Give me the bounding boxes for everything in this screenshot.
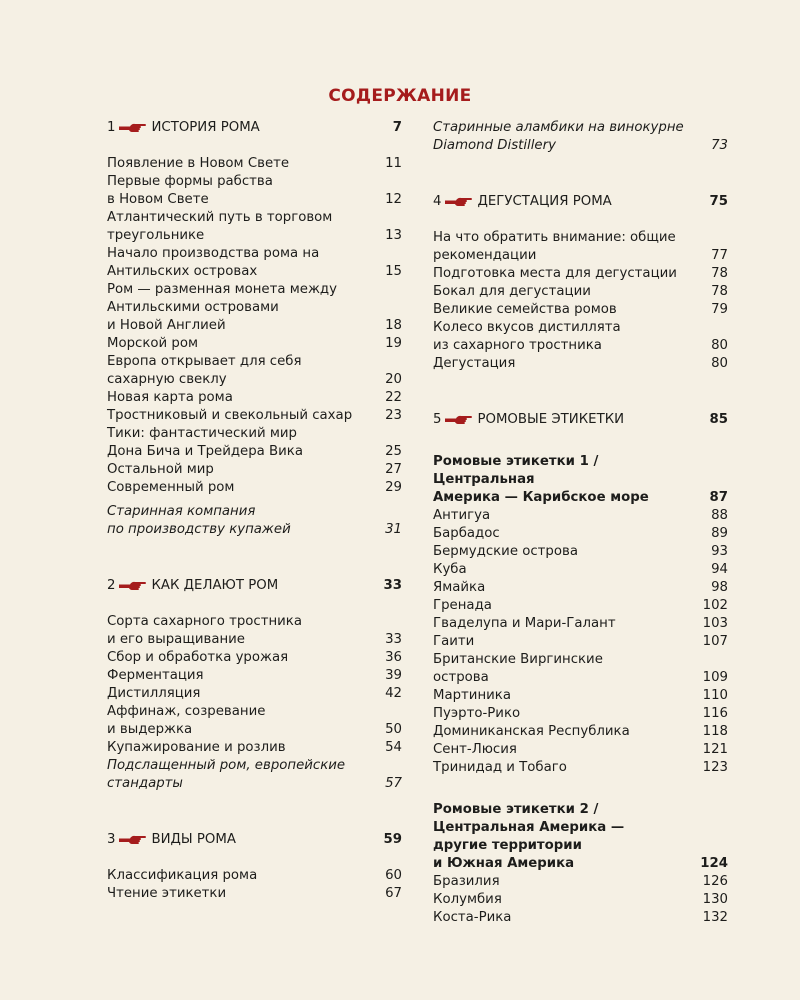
entry-line: Бразилия [433,874,500,889]
entry-line: Британские Виргинские [433,652,603,667]
entry-line: Сент-Люсия [433,742,517,757]
entry-line: из сахарного тростника [433,338,602,353]
toc-entry[interactable] [433,741,728,759]
entry-page: 11 [385,156,402,171]
entry-title [107,281,385,335]
entry-line: Европа открывает для себя [107,354,302,369]
pointing-hand-icon [119,580,147,592]
entry-title [433,633,703,651]
entry-page: 31 [385,522,402,537]
entry-title [107,389,385,407]
chapter-title: КАК ДЕЛАЮТ РОМ [151,578,279,593]
entry-line: и выдержка [107,722,193,737]
chapter-title: РОМОВЫЕ ЭТИКЕТКИ [477,412,625,427]
entry-title [433,301,711,319]
entry-title [107,353,385,389]
entry-title [433,615,703,633]
entry-title [107,613,385,649]
entry-title [107,739,385,757]
toc-entry[interactable] [433,687,728,705]
entry-line: Морской ром [107,336,199,351]
entry-page: 78 [711,284,728,299]
entry-line: Новая карта рома [107,390,233,405]
entry-line: рекомендации [433,248,537,263]
entry-page: 87 [709,490,728,505]
entry-page: 77 [711,248,728,263]
entry-line: Сбор и обработка урожая [107,650,289,665]
entry-page: 29 [385,480,402,495]
entry-title [107,885,385,903]
entry-line: Аффинаж, созревание [107,704,266,719]
pointing-hand-icon [119,834,147,846]
toc-entry[interactable] [107,407,402,425]
toc-entry[interactable] [107,867,402,885]
toc-entry[interactable] [107,281,402,335]
toc-entry[interactable] [433,705,728,723]
toc-entry[interactable] [433,759,728,777]
chapter-heading[interactable] [433,411,728,429]
entry-title [107,685,385,703]
entry-line: Старинная компания [107,504,256,519]
toc-entry[interactable] [433,909,728,927]
entry-page: 123 [702,760,728,775]
entry-page: 19 [385,336,402,351]
entry-line: Первые формы рабства [107,174,273,189]
entry-page: 124 [700,856,728,871]
entry-line: Ямайка [433,580,486,595]
entry-page: 89 [711,526,728,541]
toc-entry[interactable] [107,245,402,281]
entry-line: Старинные аламбики на винокурне [433,120,684,135]
entry-title [107,649,385,667]
entry-title [433,525,711,543]
entry-line: Подготовка места для дегустации [433,266,677,281]
entry-page: 121 [702,742,728,757]
toc-entry[interactable] [107,461,402,479]
entry-title [107,245,385,281]
entry-title [433,741,703,759]
chapter-heading[interactable] [107,577,402,595]
entry-line: и его выращивание [107,632,245,647]
entry-page: 60 [385,868,402,883]
entry-line: Ферментация [107,668,204,683]
entry-line: Центральная Америка — [433,820,625,835]
entry-line: Diamond Distillery [433,138,556,153]
toc-entry[interactable] [433,283,728,301]
entry-line: Дона Бича и Трейдера Вика [107,444,303,459]
entry-title [433,891,703,909]
entry-title [433,759,703,777]
entry-page: 67 [385,886,402,901]
entry-line: Остальной мир [107,462,214,477]
entry-page: 25 [385,444,402,459]
entry-line: Антигуа [433,508,491,523]
entry-title [433,687,703,705]
entry-title [433,265,711,283]
entry-line: сахарную свеклу [107,372,227,387]
pointing-hand-icon [445,196,473,208]
entry-page: 57 [385,776,402,791]
entry-page: 88 [711,508,728,523]
entry-page: 118 [702,724,728,739]
chapter-heading[interactable] [107,119,402,137]
entry-title [433,597,703,615]
entry-page: 73 [711,138,728,153]
toc-entry[interactable] [433,319,728,355]
entry-title [107,425,385,461]
toc-entry[interactable] [433,507,728,525]
toc-entry[interactable] [107,703,402,739]
toc-entry[interactable] [433,229,728,265]
entry-line: другие территории [433,838,582,853]
chapter-heading[interactable] [107,831,402,849]
toc-entry[interactable] [433,543,728,561]
entry-title [107,757,385,793]
toc-entry[interactable] [107,613,402,649]
entry-line: Гренада [433,598,492,613]
entry-line: Америка — Карибское море [433,490,649,505]
entry-page: 110 [702,688,728,703]
chapter-page: 59 [383,832,402,847]
toc-entry[interactable] [107,425,402,461]
entry-title [433,723,703,741]
entry-line: Коста-Рика [433,910,512,925]
toc-entry[interactable] [107,155,402,173]
chapter-page: 75 [709,194,728,209]
entry-line: Колумбия [433,892,502,907]
entry-line: по производству купажей [107,522,291,537]
entry-line: Барбадос [433,526,500,541]
entry-page: 80 [711,356,728,371]
entry-page: 132 [702,910,728,925]
entry-page: 36 [385,650,402,665]
toc-entry[interactable] [107,209,402,245]
entry-title [107,667,385,685]
entry-title [107,407,385,425]
entry-page: 94 [711,562,728,577]
entry-page: 126 [702,874,728,889]
entry-line: Дистилляция [107,686,201,701]
entry-line: Купажирование и розлив [107,740,286,755]
entry-page: 109 [702,670,728,685]
entry-line: Появление в Новом Свете [107,156,290,171]
entry-line: Атлантический путь в торговом [107,210,333,225]
toc-entry[interactable] [433,597,728,615]
entry-page: 130 [702,892,728,907]
entry-page: 54 [385,740,402,755]
entry-title [107,479,385,497]
entry-page: 93 [711,544,728,559]
toc-entry[interactable] [433,265,728,283]
entry-page: 18 [385,318,402,333]
entry-title [433,705,703,723]
toc-entry[interactable] [107,503,402,539]
entry-title [107,173,385,209]
chapter-title: ИСТОРИЯ РОМА [151,120,260,135]
pointing-hand-icon [119,122,147,134]
entry-line: Антильских островах [107,264,258,279]
entry-page: 23 [385,408,402,423]
toc-entry[interactable] [433,891,728,909]
entry-page: 39 [385,668,402,683]
entry-title [433,119,711,155]
entry-page: 33 [385,632,402,647]
toc-entry[interactable] [107,739,402,757]
entry-line: Начало производства рома на [107,246,320,261]
entry-line: Классификация рома [107,868,258,883]
entry-line: Антильскими островами [107,300,279,315]
entry-title [433,801,700,873]
chapter-number: 3 [107,832,116,847]
entry-title [107,209,385,245]
entry-title [433,579,711,597]
chapter-page: 85 [709,412,728,427]
entry-title [107,155,385,173]
entry-line: Чтение этикетки [107,886,227,901]
entry-line: Тростниковый и свекольный сахар [107,408,353,423]
toc-entry[interactable] [107,649,402,667]
page-title: СОДЕРЖАНИЕ [328,86,472,106]
chapter-page: 33 [383,578,402,593]
chapter-number: 1 [107,120,116,135]
entry-line: Сорта сахарного тростника [107,614,302,629]
entry-line: треугольнике [107,228,205,243]
entry-page: 78 [711,266,728,281]
toc-entry[interactable] [433,561,728,579]
entry-title [433,319,711,355]
entry-page: 13 [385,228,402,243]
chapter-page: 7 [392,120,402,135]
entry-line: Ромовые этикетки 2 / [433,802,599,817]
toc-entry[interactable] [433,633,728,651]
toc-entry[interactable] [107,667,402,685]
entry-line: острова [433,670,489,685]
chapter-number: 5 [433,412,442,427]
entry-title [107,503,385,539]
entry-title [433,543,711,561]
chapter-number: 4 [433,194,442,209]
entry-page: 79 [711,302,728,317]
entry-line: Доминиканская Республика [433,724,630,739]
toc-entry[interactable] [433,615,728,633]
entry-line: и Новой Англией [107,318,226,333]
toc-entry[interactable] [107,757,402,793]
entry-line: Мартиника [433,688,511,703]
entry-title [433,561,711,579]
toc-entry[interactable] [107,479,402,497]
entry-line: Современный ром [107,480,235,495]
chapter-title: ВИДЫ РОМА [151,832,236,847]
entry-page: 15 [385,264,402,279]
toc-column-left [107,119,402,903]
toc-entry[interactable] [433,525,728,543]
entry-line: На что обратить внимание: общие [433,230,676,245]
toc-entry[interactable] [433,873,728,891]
entry-title [433,355,711,373]
entry-page: 50 [385,722,402,737]
entry-title [107,335,385,353]
toc-entry[interactable] [107,389,402,407]
entry-line: Великие семейства ромов [433,302,617,317]
entry-title [433,909,703,927]
toc-entry[interactable] [433,651,728,687]
entry-line: Тики: фантастический мир [107,426,297,441]
entry-title [107,461,385,479]
entry-title [433,651,703,687]
entry-page: 80 [711,338,728,353]
entry-line: Тринидад и Тобаго [433,760,567,775]
entry-title [433,873,703,891]
entry-title [433,453,709,507]
toc-entry[interactable] [433,119,728,155]
entry-line: Ромовые этикетки 1 / Центральная [433,454,599,487]
entry-line: Куба [433,562,467,577]
entry-page: 116 [702,706,728,721]
chapter-title: ДЕГУСТАЦИЯ РОМА [477,194,612,209]
entry-line: в Новом Свете [107,192,209,207]
toc-entry[interactable] [433,453,728,507]
entry-line: Гваделупа и Мари-Галант [433,616,616,631]
toc-entry[interactable] [433,355,728,373]
pointing-hand-icon [445,414,473,426]
toc-entry[interactable] [107,173,402,209]
toc-entry[interactable] [107,685,402,703]
entry-title [107,867,385,885]
toc-entry[interactable] [107,885,402,903]
toc-entry[interactable] [433,301,728,319]
toc-column-right [433,119,728,927]
entry-page: 27 [385,462,402,477]
entry-title [433,229,711,265]
entry-line: Гаити [433,634,475,649]
entry-page: 98 [711,580,728,595]
entry-page: 107 [702,634,728,649]
toc-entry[interactable] [433,723,728,741]
entry-line: Ром — разменная монета между [107,282,337,297]
entry-line: стандарты [107,776,183,791]
entry-page: 102 [702,598,728,613]
toc-entry[interactable] [433,801,728,873]
toc-entry[interactable] [433,579,728,597]
entry-line: Дегустация [433,356,516,371]
entry-page: 20 [385,372,402,387]
entry-title [433,507,711,525]
entry-line: Подслащенный ром, европейские [107,758,346,773]
entry-page: 22 [385,390,402,405]
entry-page: 42 [385,686,402,701]
entry-page: 12 [385,192,402,207]
entry-page: 103 [702,616,728,631]
toc-entry[interactable] [107,335,402,353]
toc-entry[interactable] [107,353,402,389]
chapter-number: 2 [107,578,116,593]
entry-line: и Южная Америка [433,856,575,871]
entry-line: Бокал для дегустации [433,284,591,299]
entry-line: Бермудские острова [433,544,578,559]
chapter-heading[interactable] [433,193,728,211]
entry-title [107,703,385,739]
entry-line: Колесо вкусов дистиллята [433,320,621,335]
entry-line: Пуэрто-Рико [433,706,521,721]
entry-title [433,283,711,301]
